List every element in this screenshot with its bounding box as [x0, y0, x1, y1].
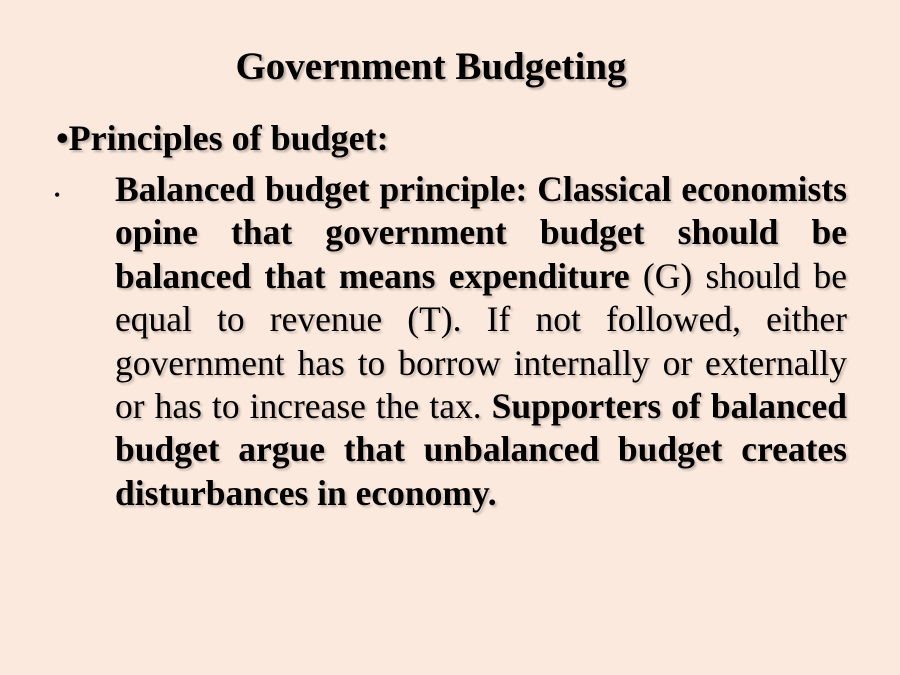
principle-paragraph [115, 168, 847, 515]
bullet-icon: • [54, 185, 61, 205]
principle-text-plain: (G) should be equal to revenue (T). If not followed, either government has to borrow internally or externally or has to increase the tax. [115, 255, 847, 427]
principle-text-bold-lead: Balanced budget principle: Classical economists opine that government budget should be balanced that means expenditure [115, 169, 847, 296]
slide-title: Government Budgeting [235, 45, 627, 88]
section-heading: •Principles of budget: [56, 118, 389, 158]
principle-text-bold-conclusion: Supporters of balanced budget argue that unbalanced budget creates disturbances in economy. [115, 386, 847, 513]
